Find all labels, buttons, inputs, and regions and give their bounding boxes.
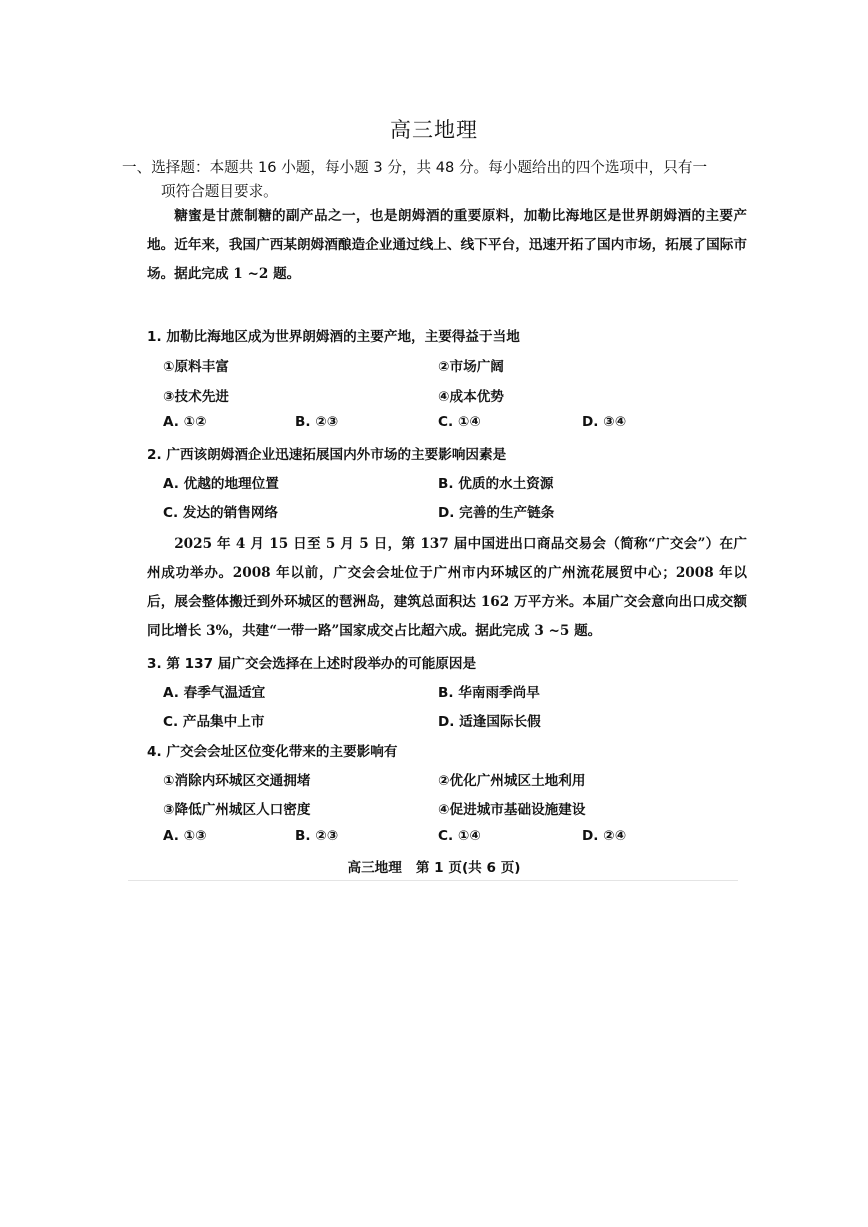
question-4-option-c: C. ①④ <box>438 828 481 844</box>
section-instructions-line2: 项符合题目要求。 <box>161 183 278 200</box>
footer-subject: 高三地理 <box>347 860 402 876</box>
question-1-option-b: B. ②③ <box>295 414 339 430</box>
page-title: 高三地理 <box>390 118 478 142</box>
question-4-stem: 4. 广交会会址区位变化带来的主要影响有 <box>147 744 398 760</box>
question-3-option-b: B. 华南雨季尚早 <box>438 685 540 701</box>
question-1-item-2: ②市场广阔 <box>438 359 504 375</box>
question-3-stem: 3. 第 137 届广交会选择在上述时段举办的可能原因是 <box>147 656 477 672</box>
question-4-item-2: ②优化广州城区土地利用 <box>438 773 586 789</box>
question-4-option-d: D. ②④ <box>582 828 627 844</box>
question-1-item-3: ③技术先进 <box>163 389 229 405</box>
question-2-option-d: D. 完善的生产链条 <box>438 505 555 521</box>
reading-passage-2: 2025 年 4 月 15 日至 5 月 5 日，第 137 届中国进出口商品交易会（简称“广交会”）在广州成功举办。2008 年以前，广交会会址位于广州市内环城区的广州流花展贸中心；2008 年以后，展会整体搬迁到外环城区的琶洲岛，建筑总面积达 162 万平方米。本届广交会意向出口成交额同比增长 3%，共建“一带一路”国家成交占比超六成。据此完成 3 ~5 题。 <box>147 536 747 639</box>
footer-divider <box>128 880 738 881</box>
page-footer <box>0 856 868 876</box>
question-2-option-c: C. 发达的销售网络 <box>163 505 279 521</box>
question-2-option-a: A. 优越的地理位置 <box>163 476 279 492</box>
question-1-option-d: D. ③④ <box>582 414 627 430</box>
question-4-item-1: ①消除内环城区交通拥堵 <box>163 773 311 789</box>
footer-page-number: 第 1 页(共 6 页) <box>415 860 521 876</box>
question-3-option-a: A. 春季气温适宜 <box>163 685 266 701</box>
reading-passage-1: 糖蜜是甘蔗制糖的副产品之一，也是朗姆酒的重要原料，加勒比海地区是世界朗姆酒的主要产地。近年来，我国广西某朗姆酒酿造企业通过线上、线下平台，迅速开拓了国内市场，拓展了国际市场。据此完成 1 ~2 题。 <box>147 208 747 282</box>
question-2-stem: 2. 广西该朗姆酒企业迅速拓展国内外市场的主要影响因素是 <box>147 447 507 463</box>
question-1-item-4: ④成本优势 <box>438 389 504 405</box>
question-1-option-a: A. ①② <box>163 414 207 430</box>
section-instructions <box>122 156 762 204</box>
question-3-option-c: C. 产品集中上市 <box>163 714 265 730</box>
question-4-option-a: A. ①③ <box>163 828 207 844</box>
question-3-option-d: D. 适逢国际长假 <box>438 714 541 730</box>
question-1-option-c: C. ①④ <box>438 414 481 430</box>
question-4-item-4: ④促进城市基础设施建设 <box>438 802 586 818</box>
question-2-option-b: B. 优质的水土资源 <box>438 476 554 492</box>
section-instructions-line1: 一、选择题：本题共 16 小题，每小题 3 分，共 48 分。每小题给出的四个选项中，只有一 <box>122 159 708 176</box>
question-1-item-1: ①原料丰富 <box>163 359 229 375</box>
question-1-stem: 1. 加勒比海地区成为世界朗姆酒的主要产地，主要得益于当地 <box>147 329 520 345</box>
question-4-option-b: B. ②③ <box>295 828 339 844</box>
question-4-item-3: ③降低广州城区人口密度 <box>163 802 311 818</box>
